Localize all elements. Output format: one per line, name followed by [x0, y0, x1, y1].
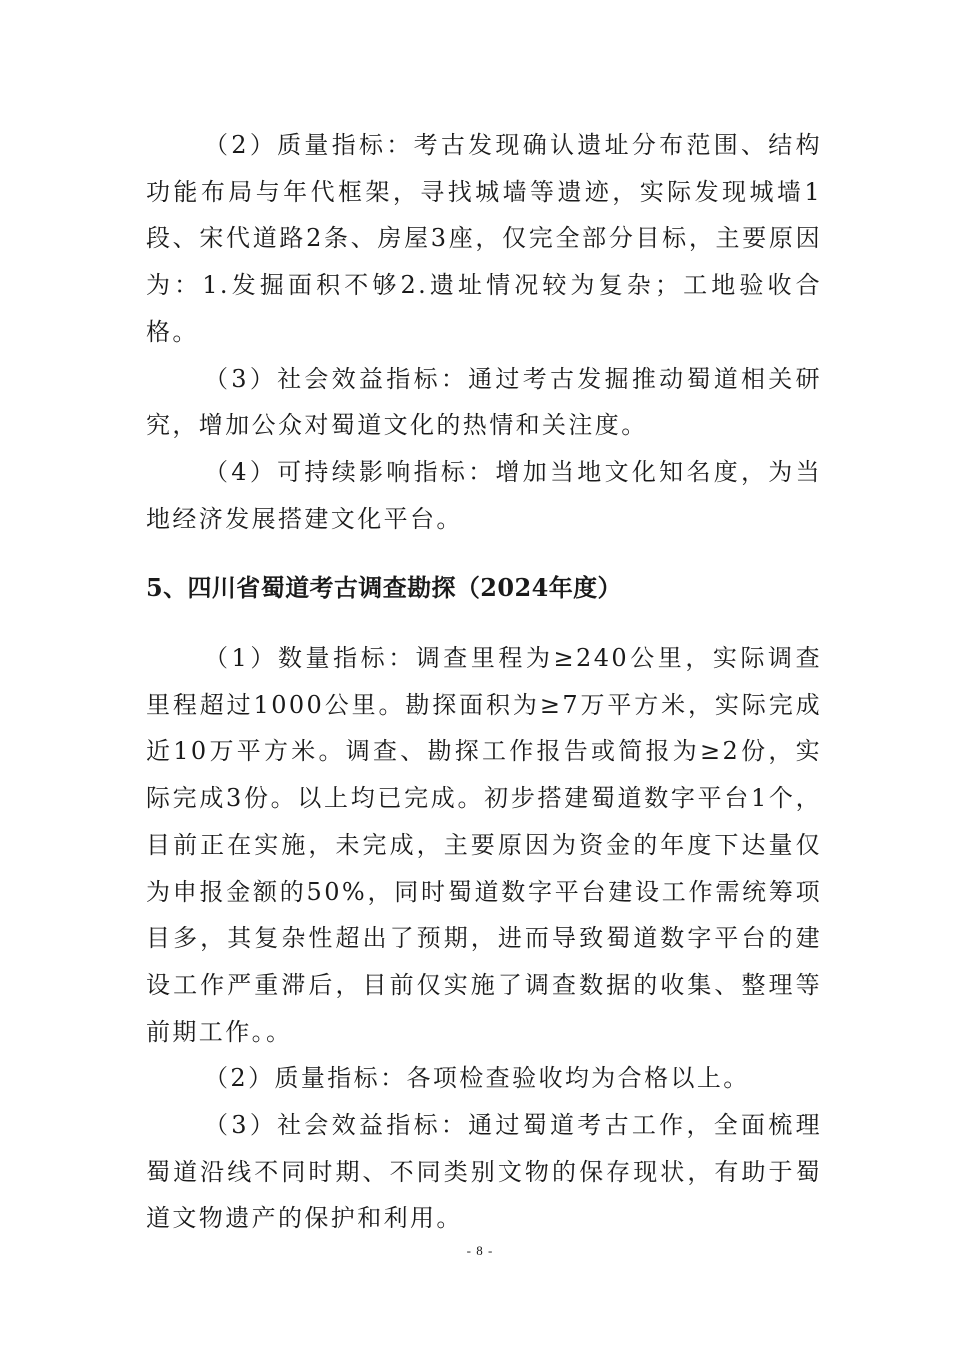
social-benefit-paragraph: （3）社会效益指标：通过考古发掘推动蜀道相关研究，增加公众对蜀道文化的热情和关注度。 [146, 364, 822, 440]
social-benefit-paragraph-2: （3）社会效益指标：通过蜀道考古工作，全面梳理蜀道沿线不同时期、不同类别文物的保存现状，有助于蜀道文物遗产的保护和利用。 [146, 1111, 822, 1233]
section-heading: 5、四川省蜀道考古调查勘探（2024年度） [146, 573, 622, 603]
sustainability-paragraph: （4）可持续影响指标：增加当地文化知名度，为当地经济发展搭建文化平台。 [146, 457, 822, 533]
page-body [146, 122, 822, 1242]
quality-indicator-paragraph-2: （2）质量指标：各项检查验收均为合格以上。 [204, 1064, 750, 1093]
quality-indicator-paragraph: （2）质量指标：考古发现确认遗址分布范围、结构功能布局与年代框架，寻找城墙等遗迹，实际发现城墙1段、宋代道路2条、房屋3座，仅完全部分目标，主要原因为：1.发掘面积不够2.遗址情况较为复杂；工地验收合格。 [146, 131, 822, 346]
quantity-indicator-paragraph: （1）数量指标：调查里程为≥240公里，实际调查里程超过1000公里。勘探面积为≥7万平方米，实际完成近10万平方米。调查、勘探工作报告或简报为≥2份，实际完成3份。以上均已完成。初步搭建蜀道数字平台1个，目前正在实施，未完成，主要原因为资金的年度下达量仅为申报金额的50%，同时蜀道数字平台建设工作需统筹项目多，其复杂性超出了预期，进而导致蜀道数字平台的建设工作严重滞后，目前仅实施了调查数据的收集、整理等前期工作。。 [146, 644, 822, 1046]
page-number: - 8 - [466, 1243, 494, 1258]
